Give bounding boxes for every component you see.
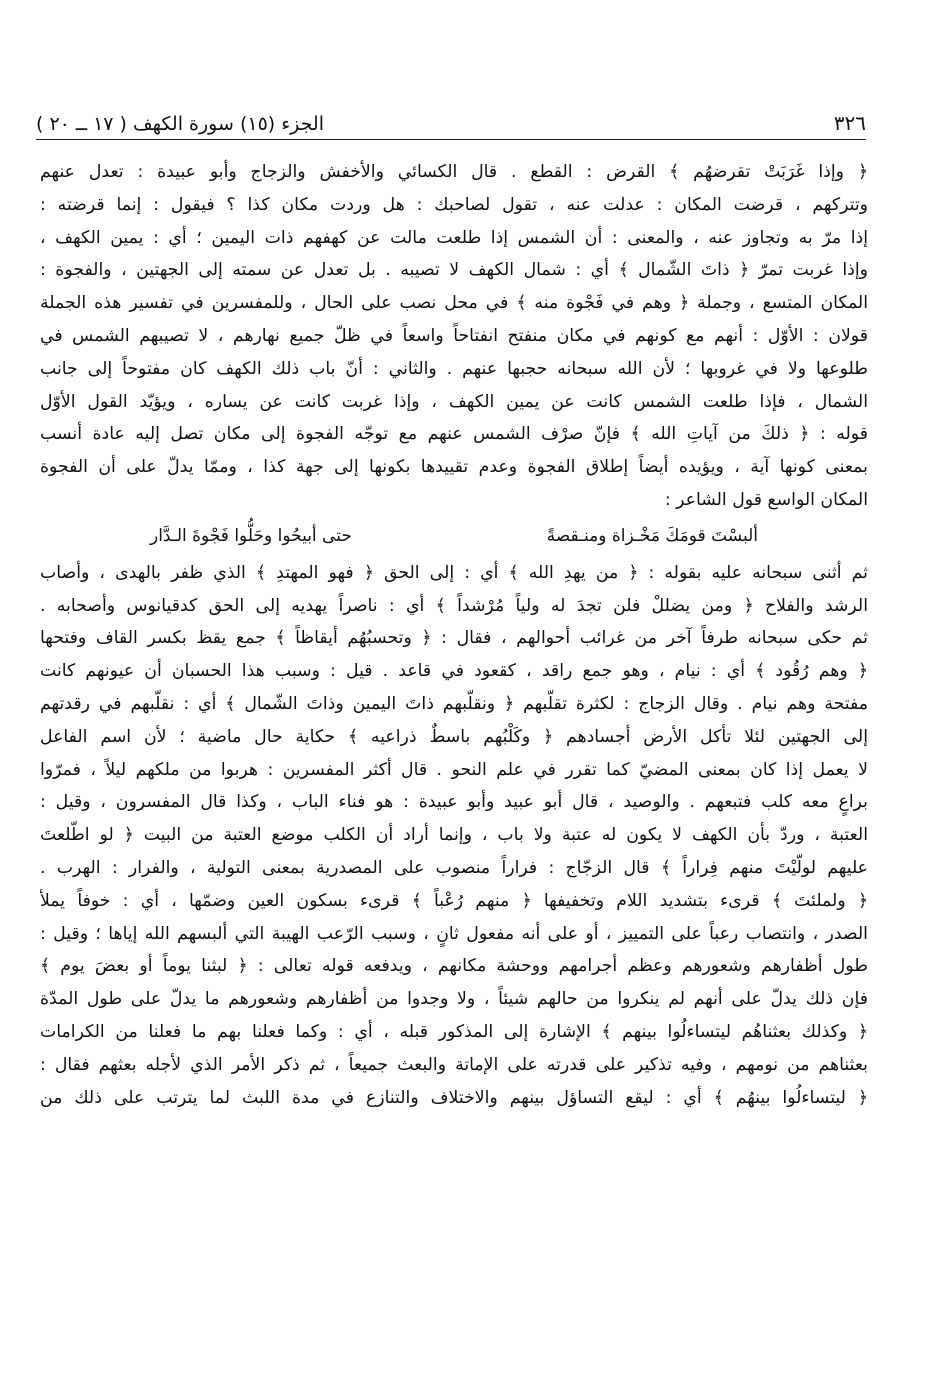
- text-line: الشمال ، فإذا طلعت الشمس كانت عن يمين الكهف ، وإذا غربت كانت عن يساره ، ويؤيّد القول الأوّل: [40, 391, 868, 412]
- text-line: ﴿ وإذا غَرَبَتْ تقرضهُم ﴾ القرض : القطع . قال الكسائي والأخفش والزجاج وأبو عبيدة : تعدل عنهم: [40, 162, 868, 182]
- text-line: وإذا غربت تمرّ ﴿ ذاتَ الشّمال ﴾ أي : شمال الكهف لا تصيبه . بل تعدل عن سمته إلى الجهتين ، والفجوة :: [40, 260, 868, 281]
- verse-second-hemistich: حتى أبيحُوا وحَلُّوا فَجْوةَ الـدَّار: [150, 526, 352, 547]
- text-line: ثم حكى سبحانه طرفاً آخر من غرائب أحوالهم ، فقال : ﴿ وتحسبُهُم أيقاظاً ﴾ جمع يقظ بكسر القاف وفتحها: [40, 628, 868, 649]
- text-line: ﴿ ولملئتَ ﴾ قرىء بتشديد اللام وتخفيفها ﴿ منهم رُعْباً ﴾ قرىء بسكون العين وضمّها ، أي : خوفاً يملأ: [40, 890, 868, 911]
- text-line: الرشد والفلاح ﴿ ومن يضللْ فلن تجدَ له ولياً مُرْشداً ﴾ أي : ناصراً يهديه إلى الحق كدقيانوس وأصحابه .: [40, 595, 868, 616]
- text-line: المكان المتسع ، وجملة ﴿ وهم في فَجْوة منه ﴾ في محل نصب على الحال ، وللمفسرين في تفسير هذه الجملة: [40, 293, 868, 314]
- text-line: مفتحة وهم نيام . وقال الزجاج : لكثرة تقلّبهم ﴿ ونقلّبهم ذاتَ اليمين وذاتَ الشّمال ﴾ أي : نقلّبهم في رقدتهم: [40, 693, 868, 714]
- text-line: الصدر ، وانتصاب رعباً على التمييز ، أو على أنه مفعول ثانٍ ، وسبب الرّعب الهيبة التي ألبسهم الله إياها ؛ وقيل :: [40, 923, 868, 944]
- text-line: قوله : ﴿ ذلكَ من آياتِ الله ﴾ فإنّ صرْف الشمس عنهم مع توجّه الفجوة إلى مكان تصل إليه عادة أنسب: [40, 424, 868, 445]
- page-body: [40, 156, 868, 1114]
- text-line: بعثناهم من نومهم ، وفيه تذكير على قدرته على الإماتة والبعث جميعاً ، ثم ذكر الأمر الذي لأجله بعثهم فقال :: [40, 1054, 868, 1075]
- text-line: براعٍ معه كلب فتبعهم . والوصيد ، قال أبو عبيد وأبو عبيدة : هو فناء الباب ، وكذا قال المفسرون ، وقيل :: [40, 792, 868, 813]
- page-number: ٣٢٦: [833, 111, 866, 135]
- text-line: إذا مرّ به وتجاوز عنه ، والمعنى : أن الشمس إذا طلعت مالت عن كهفهم ذات اليمين ؛ أي : يمين الكهف ،: [40, 227, 868, 248]
- running-header: [36, 104, 866, 140]
- poetry-verse: [40, 517, 868, 557]
- text-line: قولان : الأوّل : أنهم مع كونهم في مكان منفتح انفتاحاً واسعاً في ظلّ جميع نهارهم ، لا تصيبهم الشمس في: [40, 325, 868, 346]
- text-line: ﴿ ليتساءلُوا بينهُم ﴾ أي : ليقع التساؤل بينهم والاختلاف والتنازع في مدة اللبث لما يترتب على ذلك من: [40, 1087, 868, 1108]
- text-line: ثم أثنى سبحانه عليه بقوله : ﴿ من يهدِ الله ﴾ أي : إلى الحق ﴿ فهو المهتدِ ﴾ الذي ظفر بالهدى ، وأصاب: [40, 562, 868, 583]
- text-line: طول أظفارهم وشعورهم وعظم أجرامهم ووحشة مكانهم ، ويدفعه قوله تعالى : ﴿ لبثنا يوماً أو بعضَ يوم ﴾: [40, 956, 868, 977]
- text-line: إلى الجهتين لئلا تأكل الأرض أجسادهم ﴿ وكَلْبُهم باسطٌ ذراعيه ﴾ حكاية حال ماضية ؛ لأن اسم الفاعل: [40, 726, 868, 747]
- text-line: عليهم لولّيْتَ منهم فِراراً ﴾ قال الزجّاج : فراراً منصوب على المصدرية بمعنى التولية ، والفرار : الهرب .: [40, 857, 868, 878]
- text-line: ﴿ وهم رُقُود ﴾ أي : نيام ، وهو جمع راقد ، كقعود في قاعد . قيل : وسبب هذا الحسبان أن عيونهم كانت: [40, 661, 868, 682]
- text-line: بمعنى كونها آية ، ويؤيده أيضاً إطلاق الفجوة وعدم تقييدها بكونها إلى جهة كذا ، وممّا يدلّ على أن الفجوة: [40, 457, 868, 478]
- verse-first-hemistich: ألبسْتَ قومَكَ مَخْـزاة ومنـقصةً: [546, 526, 758, 547]
- text-line: العتبة ، وردّ بأن الكهف لا يكون له عتبة ولا باب ، وإنما أراد أن الكلب موضع العتبة من البيت ﴿ لو اطّلعتَ: [40, 825, 868, 846]
- text-line: طلوعها ولا في غروبها ؛ لأن الله سبحانه حجبها عنهم . والثاني : أنّ باب ذلك الكهف كان مفتوحاً إلى جانب: [40, 358, 868, 379]
- running-title: الجزء (١٥) سورة الكهف ( ١٧ ــ ٢٠ ): [36, 113, 324, 135]
- text-line: لا يعمل إذا كان بمعنى المضيّ كما تقرر في علم النحو . قال أكثر المفسرين : هربوا من ملكهم ليلاً ، فمرّوا: [40, 759, 868, 780]
- text-line: المكان الواسع قول الشاعر :: [664, 489, 868, 510]
- text-line: وتتركهم ، قرضت المكان : عدلت عنه ، تقول لصاحبك : هل وردت مكان كذا ؟ فيقول : إنما قرضته :: [40, 194, 868, 215]
- text-line: ﴿ وكذلك بعثناهُم ليتساءلُوا بينهم ﴾ الإشارة إلى المذكور قبله ، أي : وكما فعلنا بهم ما فعلنا من الكرامات: [40, 1021, 868, 1042]
- text-line: فإن ذلك يدلّ على أنهم لم ينكروا من حالهم شيئاً ، ولا وجدوا من أظفارهم وشعورهم ما يدلّ على طول المدّة: [40, 989, 868, 1010]
